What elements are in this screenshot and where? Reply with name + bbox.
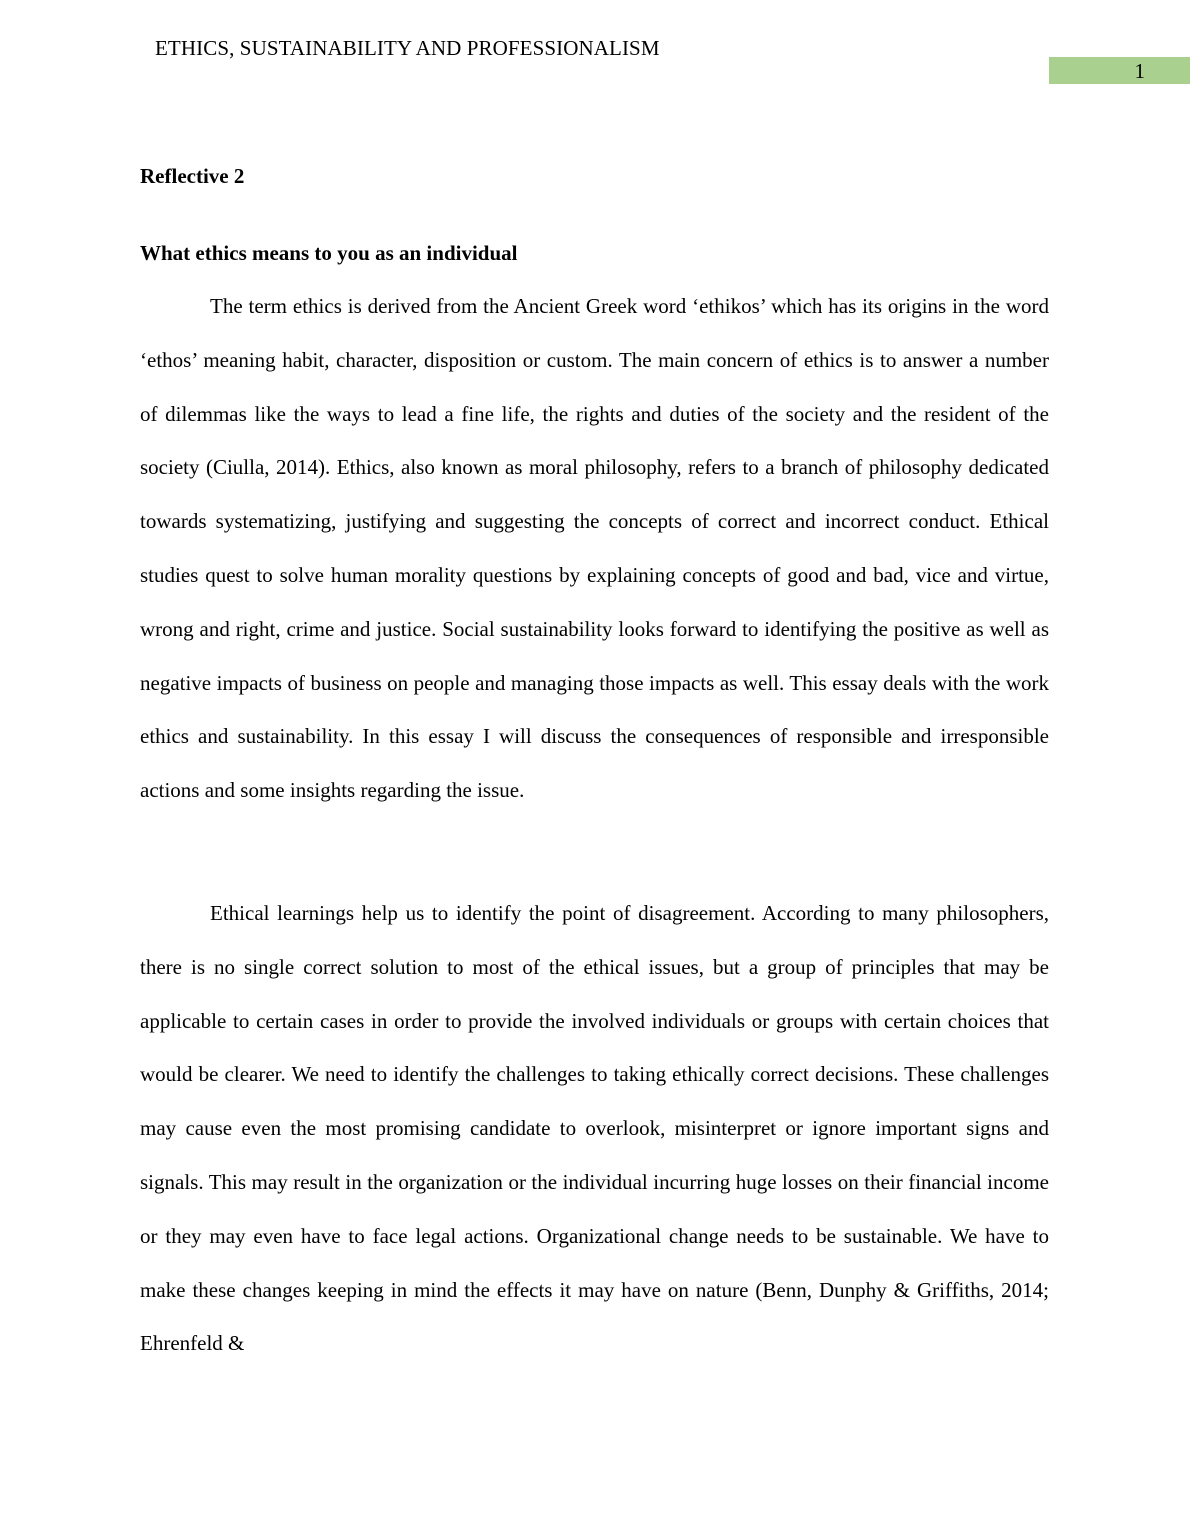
paragraph: Ethical learnings help us to identify the point of disagreement. According to many philosophers, there is no single correct solution to most of the ethical issues, but a group of principles that may be applicable to certain cases in order to provide the involved individuals or groups with certain choices that would be clearer. We need to identify the challenges to taking ethically correct decisions. These challenges may cause even the most promising candidate to overlook, misinterpret or ignore important signs and signals. This may result in the organization or the individual incurring huge losses on their financial income or they may even have to face legal actions. Organizational change needs to be sustainable. We have to make these changes keeping in mind the effects it may have on nature (Benn, Dunphy & Griffiths, 2014; Ehrenfeld & — [140, 901, 1049, 1356]
document-title: Reflective 2 — [140, 164, 245, 188]
page-number: 1 — [1134, 59, 1145, 83]
paragraph: The term ethics is derived from the Ancient Greek word ‘ethikos’ which has its origins in the word ‘ethos’ meaning habit, character, disposition or custom. The main concern of ethics is to answer a number of dilemmas like the ways to lead a fine life, the rights and duties of the society and the resident of the society (Ciulla, 2014). Ethics, also known as moral philosophy, refers to a branch of philosophy dedicated towards systematizing, justifying and suggesting the concepts of correct and incorrect conduct. Ethical studies quest to solve human morality questions by explaining concepts of good and bad, vice and virtue, wrong and right, crime and justice. Social sustainability looks forward to identifying the positive as well as negative impacts of business on people and managing those impacts as well. This essay deals with the work ethics and sustainability. In this essay I will discuss the consequences of responsible and irresponsible actions and some insights regarding the issue. — [140, 294, 1049, 803]
running-head: ETHICS, SUSTAINABILITY AND PROFESSIONALISM — [155, 36, 660, 60]
section-heading: What ethics means to you as an individual — [140, 241, 518, 265]
page-number-box — [1049, 57, 1190, 84]
